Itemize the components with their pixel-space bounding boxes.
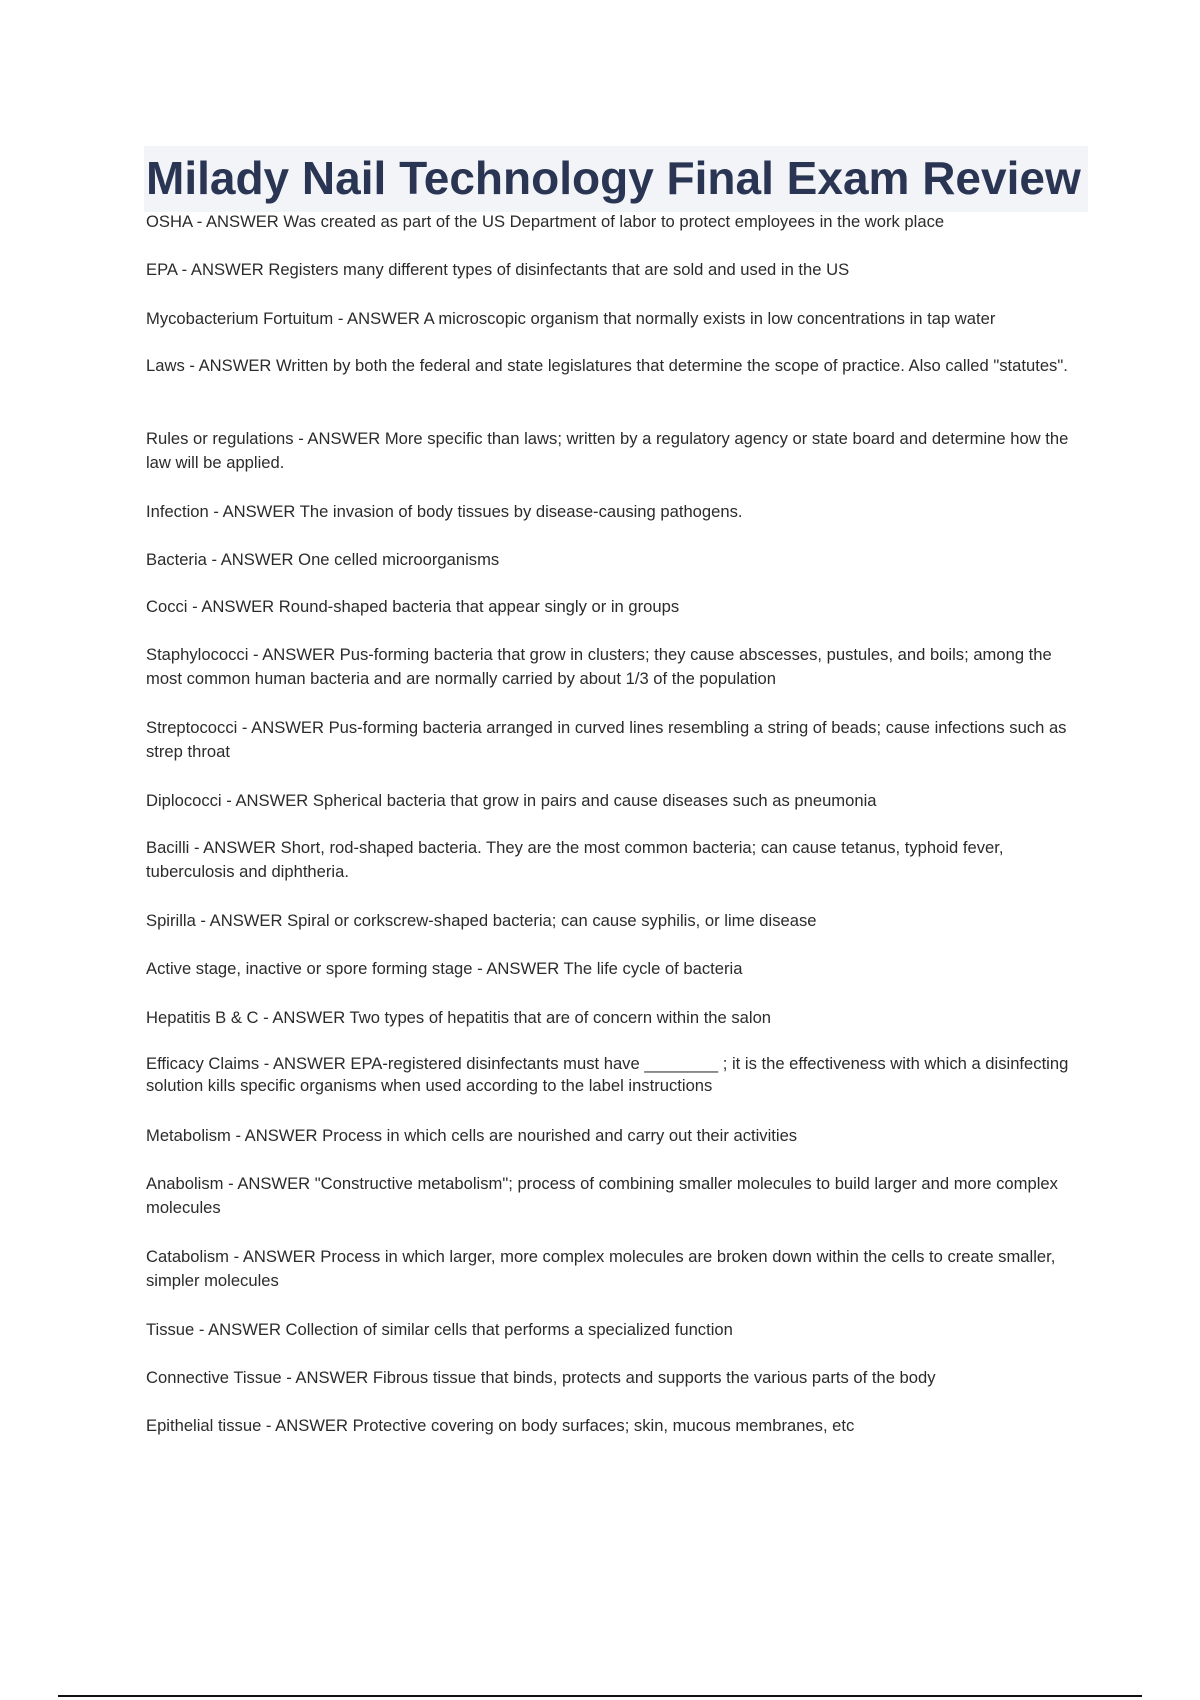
entry-answer: Short, rod-shaped bacteria. They are the most common bacteria; can cause tetanus, typhoid fever, tuberculosis and diphtheria.: [146, 838, 1004, 881]
entry-term: Bacilli: [146, 838, 190, 857]
answer-separator: - ANSWER: [206, 550, 299, 569]
entry-term: Spirilla: [146, 911, 196, 930]
list-item: [146, 307, 1090, 331]
list-item: [146, 595, 1090, 619]
entry-term: Efficacy Claims: [146, 1054, 260, 1073]
list-item: [146, 1414, 1090, 1438]
entry-answer: Spherical bacteria that grow in pairs and cause diseases such as pneumonia: [312, 791, 877, 810]
entry-term: Catabolism: [146, 1247, 230, 1266]
entry-answer: EPA-registered disinfectants must have ________ ; it is the effectiveness with which a disinfecting solution kills specific organisms when used according to the label instructions: [146, 1054, 1069, 1095]
entry-term: Active stage, inactive or spore forming stage: [146, 959, 473, 978]
entry-term: Cocci: [146, 597, 188, 616]
answer-separator: - ANSWER: [208, 502, 300, 521]
entry-answer: Protective covering on body surfaces; skin, mucous membranes, etc: [352, 1416, 855, 1435]
entry-term: Rules or regulations: [146, 429, 294, 448]
list-item: [146, 909, 1090, 933]
answer-separator: - ANSWER: [221, 791, 313, 810]
answer-separator: - ANSWER: [187, 597, 279, 616]
entry-answer: Two types of hepatitis that are of concern within the salon: [349, 1008, 772, 1027]
list-item: [146, 548, 1090, 572]
list-item: [146, 500, 1090, 524]
answer-separator: - ANSWER: [259, 1054, 351, 1073]
entry-term: Metabolism: [146, 1126, 231, 1145]
answer-separator: - ANSWER: [195, 911, 288, 930]
answer-separator: - ANSWER: [229, 1247, 321, 1266]
answer-separator: - ANSWER: [293, 429, 385, 448]
entry-answer: Pus-forming bacteria arranged in curved lines resembling a string of beads; cause infections such as strep throat: [146, 718, 1067, 761]
answer-separator: - ANSWER: [177, 260, 269, 279]
list-item: [146, 1006, 1090, 1030]
entry-term: Streptococci: [146, 718, 238, 737]
entry-term: OSHA: [146, 212, 193, 231]
entry-answer: Round-shaped bacteria that appear singly or in groups: [278, 597, 680, 616]
entry-answer: Collection of similar cells that performs a specialized function: [285, 1320, 733, 1339]
answer-separator: - ANSWER: [184, 356, 277, 375]
list-item: [146, 836, 1090, 884]
answer-separator: - ANSWER: [333, 309, 424, 328]
entry-answer: More specific than laws; written by a regulatory agency or state board and determine how the law will be applied.: [146, 429, 1069, 472]
answer-separator: - ANSWER: [472, 959, 564, 978]
entry-term: Infection: [146, 502, 209, 521]
list-item: [146, 354, 1090, 378]
answer-separator: - ANSWER: [261, 1416, 353, 1435]
entry-answer: Spiral or corkscrew-shaped bacteria; can cause syphilis, or lime disease: [287, 911, 817, 930]
list-item: [146, 716, 1090, 764]
entry-term: Mycobacterium Fortuitum: [146, 309, 334, 328]
entry-answer: Pus-forming bacteria that grow in clusters; they cause abscesses, pustules, and boils; among the most common human bacteria and are normally carried by about 1/3 of the population: [146, 645, 1052, 688]
entry-term: Epithelial tissue: [146, 1416, 262, 1435]
list-item: [146, 957, 1090, 981]
list-item: [146, 210, 1090, 234]
entry-answer: Written by both the federal and state legislatures that determine the scope of practice. Also called "statutes".: [276, 356, 1068, 375]
entry-term: Bacteria: [146, 550, 207, 569]
answer-separator: - ANSWER: [248, 645, 340, 664]
list-item: [146, 258, 1090, 282]
footer-divider: [58, 1695, 1142, 1697]
entry-answer: The invasion of body tissues by disease-causing pathogens.: [299, 502, 743, 521]
entry-term: Diplococci: [146, 791, 222, 810]
answer-separator: - ANSWER: [237, 718, 329, 737]
list-item: [146, 789, 1090, 813]
list-item: [146, 1053, 1090, 1097]
entry-answer: One celled microorganisms: [298, 550, 500, 569]
page-title: Milady Nail Technology Final Exam Review: [146, 152, 1081, 204]
entry-answer: Process in which larger, more complex molecules are broken down within the cells to create smaller, simpler molecules: [146, 1247, 1056, 1290]
answer-separator: - ANSWER: [192, 212, 284, 231]
list-item: [146, 1245, 1090, 1293]
answer-separator: - ANSWER: [223, 1174, 315, 1193]
entry-answer: Was created as part of the US Department of labor to protect employees in the work place: [283, 212, 945, 231]
answer-separator: - ANSWER: [258, 1008, 350, 1027]
answer-separator: - ANSWER: [281, 1368, 373, 1387]
list-item: [146, 1172, 1090, 1220]
list-item: [146, 1124, 1090, 1148]
entry-term: Connective Tissue: [146, 1368, 282, 1387]
entry-term: EPA: [146, 260, 178, 279]
entry-answer: Fibrous tissue that binds, protects and supports the various parts of the body: [372, 1368, 936, 1387]
list-item: [146, 1366, 1090, 1390]
entry-answer: A microscopic organism that normally exists in low concentrations in tap water: [423, 309, 996, 328]
entry-term: Tissue: [146, 1320, 195, 1339]
entry-term: Hepatitis B & C: [146, 1008, 259, 1027]
entry-term: Staphylococci: [146, 645, 249, 664]
answer-separator: - ANSWER: [194, 1320, 286, 1339]
answer-separator: - ANSWER: [189, 838, 281, 857]
list-item: [146, 427, 1090, 475]
entry-answer: "Constructive metabolism"; process of combining smaller molecules to build larger and more complex molecules: [146, 1174, 1058, 1217]
entry-term: Laws: [146, 356, 185, 375]
answer-separator: - ANSWER: [230, 1126, 323, 1145]
list-item: [146, 643, 1090, 691]
entry-answer: The life cycle of bacteria: [563, 959, 743, 978]
entry-answer: Registers many different types of disinfectants that are sold and used in the US: [268, 260, 850, 279]
entry-answer: Process in which cells are nourished and carry out their activities: [322, 1126, 798, 1145]
entry-term: Anabolism: [146, 1174, 224, 1193]
list-item: [146, 1318, 1090, 1342]
